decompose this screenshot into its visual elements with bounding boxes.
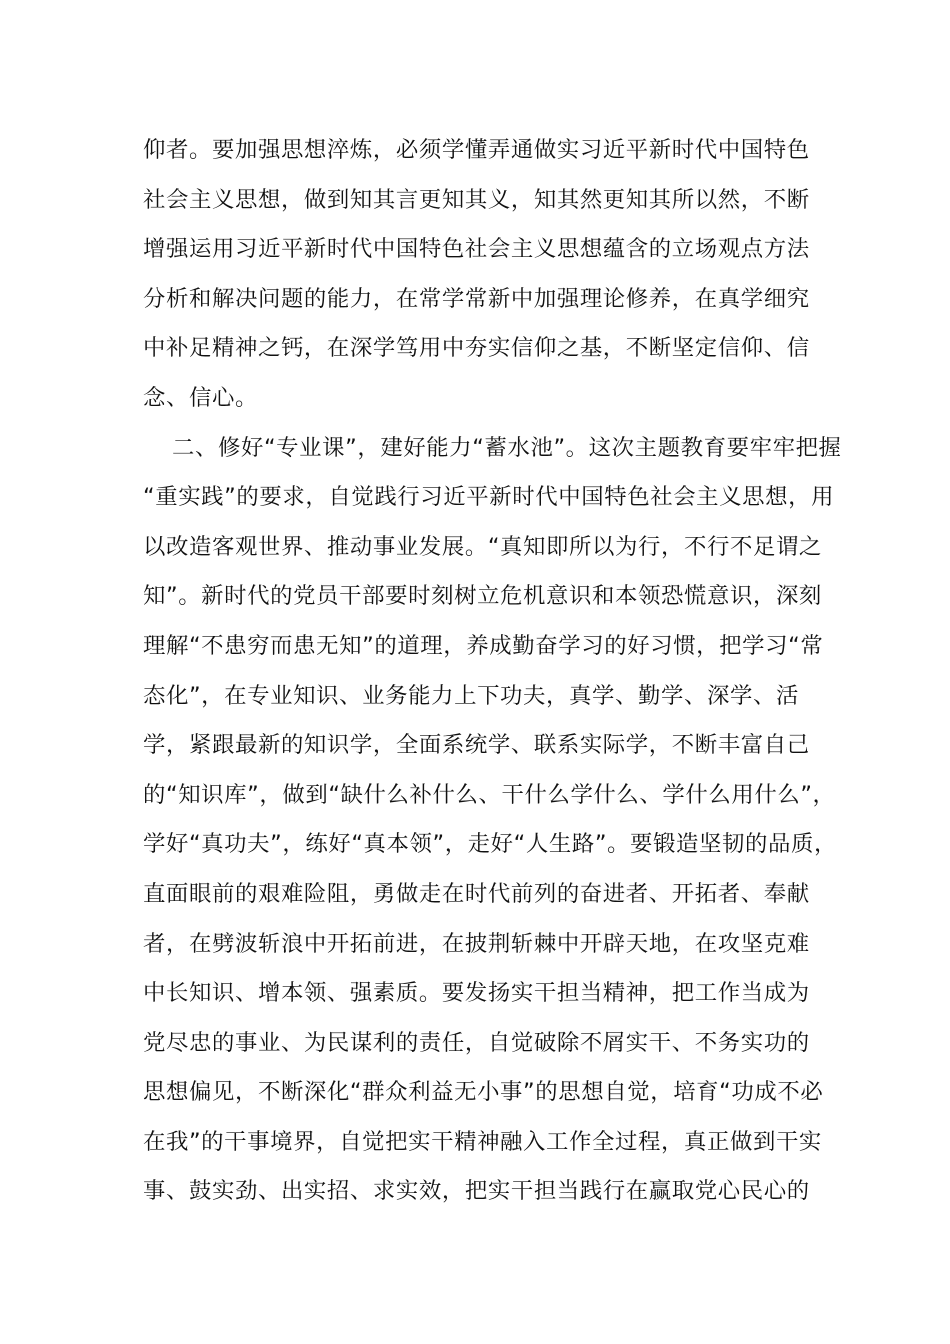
text-line: 中补足精神之钙，在深学笃用中夯实信仰之基，不断坚定信仰、信 [143, 335, 810, 362]
text-line: 态化”，在专业知识、业务能力上下功夫，真学、勤学、深学、活 [143, 682, 799, 709]
text-line: 学，紧跟最新的知识学，全面系统学、联系实际学，不断丰富自己 [143, 732, 810, 759]
text-line: 思想偏见，不断深化“群众利益无小事”的思想自觉，培育“功成不必 [143, 1079, 824, 1106]
text-line: 社会主义思想，做到知其言更知其义，知其然更知其所以然，不断 [143, 186, 810, 213]
document-body [143, 126, 842, 1217]
text-line: 分析和解决问题的能力，在常学常新中加强理论修养，在真学细究 [143, 285, 810, 312]
text-line: 党尽忠的事业、为民谋利的责任，自觉破除不屑实干、不务实功的 [143, 1029, 810, 1056]
text-line: 的“知识库”，做到“缺什么补什么、干什么学什么、学什么用什么”， [143, 781, 836, 808]
text-line: 增强运用习近平新时代中国特色社会主义思想蕴含的立场观点方法 [143, 236, 810, 263]
text-line: 仰者。要加强思想淬炼，必须学懂弄通做实习近平新时代中国特色 [143, 137, 810, 163]
text-line: 事、鼓实劲、出实招、求实效，把实干担当践行在赢取党心民心的 [143, 1178, 810, 1205]
text-line: 知”。新时代的党员干部要时刻树立危机意识和本领恐慌意识，深刻 [143, 583, 822, 610]
text-line: 理解“不患穷而患无知”的道理，养成勤奋学习的好习惯，把学习“常 [143, 632, 824, 659]
text-line: 以改造客观世界、推动事业发展。“真知即所以为行，不行不足谓之 [143, 533, 822, 560]
text-line: 念、信心。 [143, 384, 258, 411]
text-line: 学好“真功夫”，练好“真本领”，走好“人生路”。要锻造坚韧的品质， [143, 831, 837, 858]
text-line: 者，在劈波斩浪中开拓前进，在披荆斩棘中开辟天地，在攻坚克难 [143, 930, 810, 957]
text-line: 直面眼前的艰难险阻，勇做走在时代前列的奋进者、开拓者、奉献 [143, 880, 810, 907]
section-heading-line: 二、修好“专业课”，建好能力“蓄水池”。这次主题教育要牢牢把握 [172, 434, 842, 461]
text-line: 在我”的干事境界，自觉把实干精神融入工作全过程，真正做到干实 [143, 1128, 822, 1155]
text-line: 中长知识、增本领、强素质。要发扬实干担当精神，把工作当成为 [143, 980, 810, 1007]
text-line: “重实践”的要求，自觉践行习近平新时代中国特色社会主义思想，用 [143, 484, 835, 511]
